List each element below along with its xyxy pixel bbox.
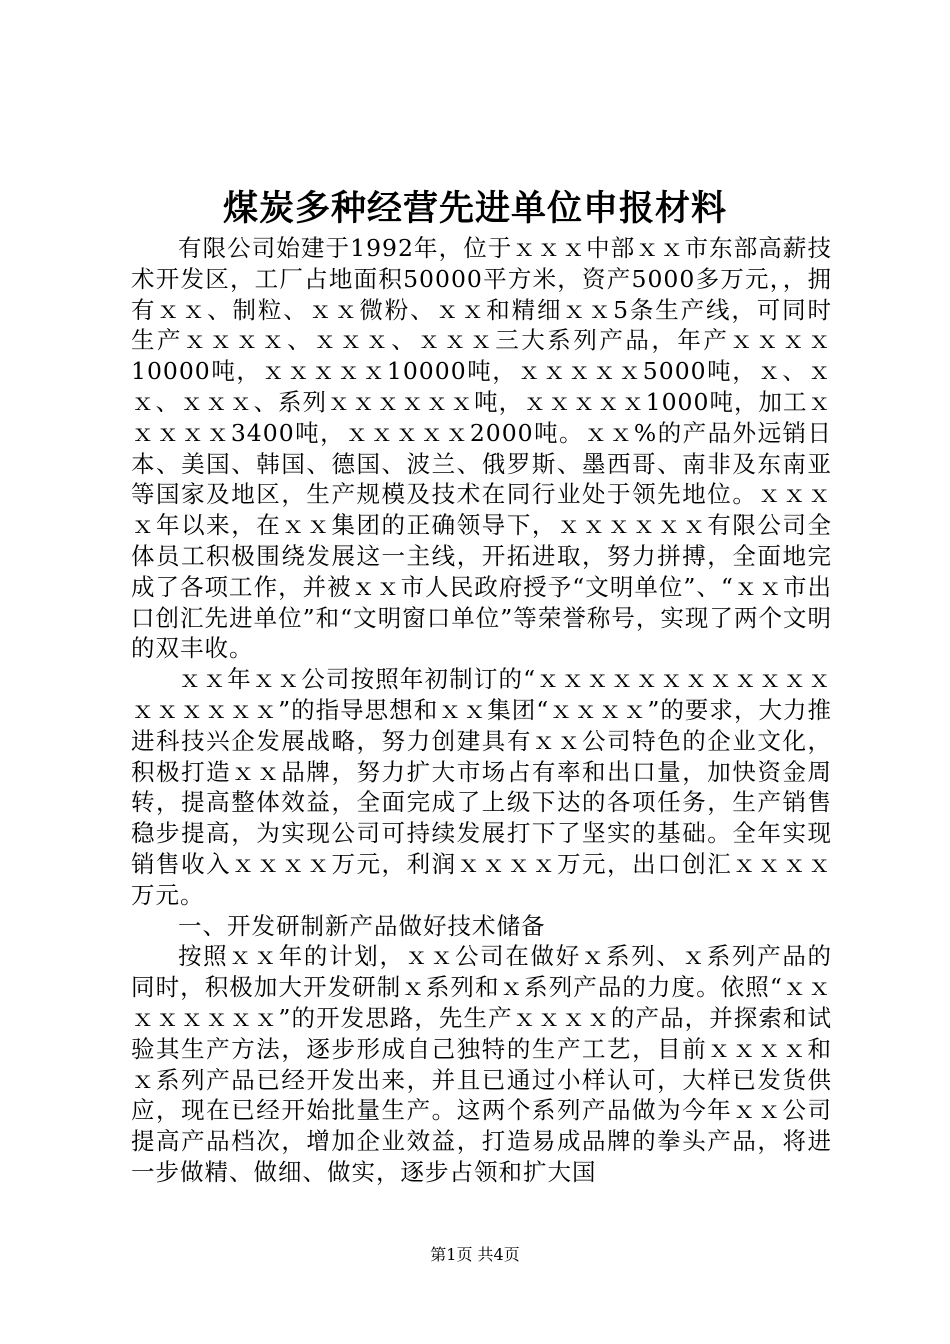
section-heading: 一、开发研制新产品做好技术储备 (178, 911, 546, 940)
paragraph-product-development: 按照ｘｘ年的计划，ｘｘ公司在做好ｘ系列、ｘ系列产品的同时，积极加大开发研制ｘ系列和ｘ系列产品的力度。依照“ｘｘｘｘｘｘｘｘ”的开发思路，先生产ｘｘｘｘ的产品，并探索和试验其生产方法，逐步形成自己独特的生产工艺，目前ｘｘｘｘ和ｘ系列产品已经开发出来，并且已通过小样认可，大样已发货供应，现在已经开始批量生产。这两个系列产品做为今年ｘｘ公司提高产品档次，增加企业效益，打造易成品牌的拳头产品，将进一步做精、做细、做实，逐步占领和扩大国 (131, 942, 832, 1186)
paragraph-annual-summary: ｘｘ年ｘｘ公司按照年初制订的“ｘｘｘｘｘｘｘｘｘｘｘｘｘｘｘｘｘｘ”的指导思想和ｘｘ集团“ｘｘｘｘ”的要求，大力推进科技兴企发展战略，努力创建具有ｘｘ公司特色的企业文化，积极打造ｘｘ品牌，努力扩大市场占有率和出口量，加快资金周转，提高整体效益，全面完成了上级下达的各项任务，生产销售稳步提高，为实现公司可持续发展打下了坚实的基础。全年实现销售收入ｘｘｘｘ万元，利润ｘｘｘｘ万元，出口创汇ｘｘｘｘ万元。 (131, 665, 832, 909)
document-body (131, 233, 832, 1188)
paragraph-intro: 有限公司始建于1992年，位于ｘｘｘ中部ｘｘ市东部高薪技术开发区，工厂占地面积50000平方米，资产5000多万元，，拥有ｘｘ、制粒、ｘｘ微粉、ｘｘ和精细ｘｘ5条生产线，可同时生产ｘｘｘｘ、ｘｘｘ、ｘｘｘ三大系列产品，年产ｘｘｘｘ10000吨，ｘｘｘｘｘ10000吨，ｘｘｘｘｘ5000吨，ｘ、ｘｘ、ｘｘｘ、系列ｘｘｘｘｘｘ吨，ｘｘｘｘｘ1000吨，加工ｘｘｘｘｘ3400吨，ｘｘｘｘｘ2000吨。ｘｘ%的产品外远销日本、美国、韩国、德国、波兰、俄罗斯、墨西哥、南非及东南亚等国家及地区，生产规模及技术在同行业处于领先地位。ｘｘｘｘ年以来，在ｘｘ集团的正确领导下，ｘｘｘｘｘｘ有限公司全体员工积极围绕发展这一主线，开拓进取，努力拼搏，全面地完成了各项工作，并被ｘｘ市人民政府授予“文明单位”、“ｘｘ市出口创汇先进单位”和“文明窗口单位”等荣誉称号，实现了两个文明的双丰收。 (131, 234, 832, 663)
page-footer: 第1页 共4页 (430, 1245, 520, 1264)
document-title: 煤炭多种经营先进单位申报材料 (222, 188, 727, 229)
